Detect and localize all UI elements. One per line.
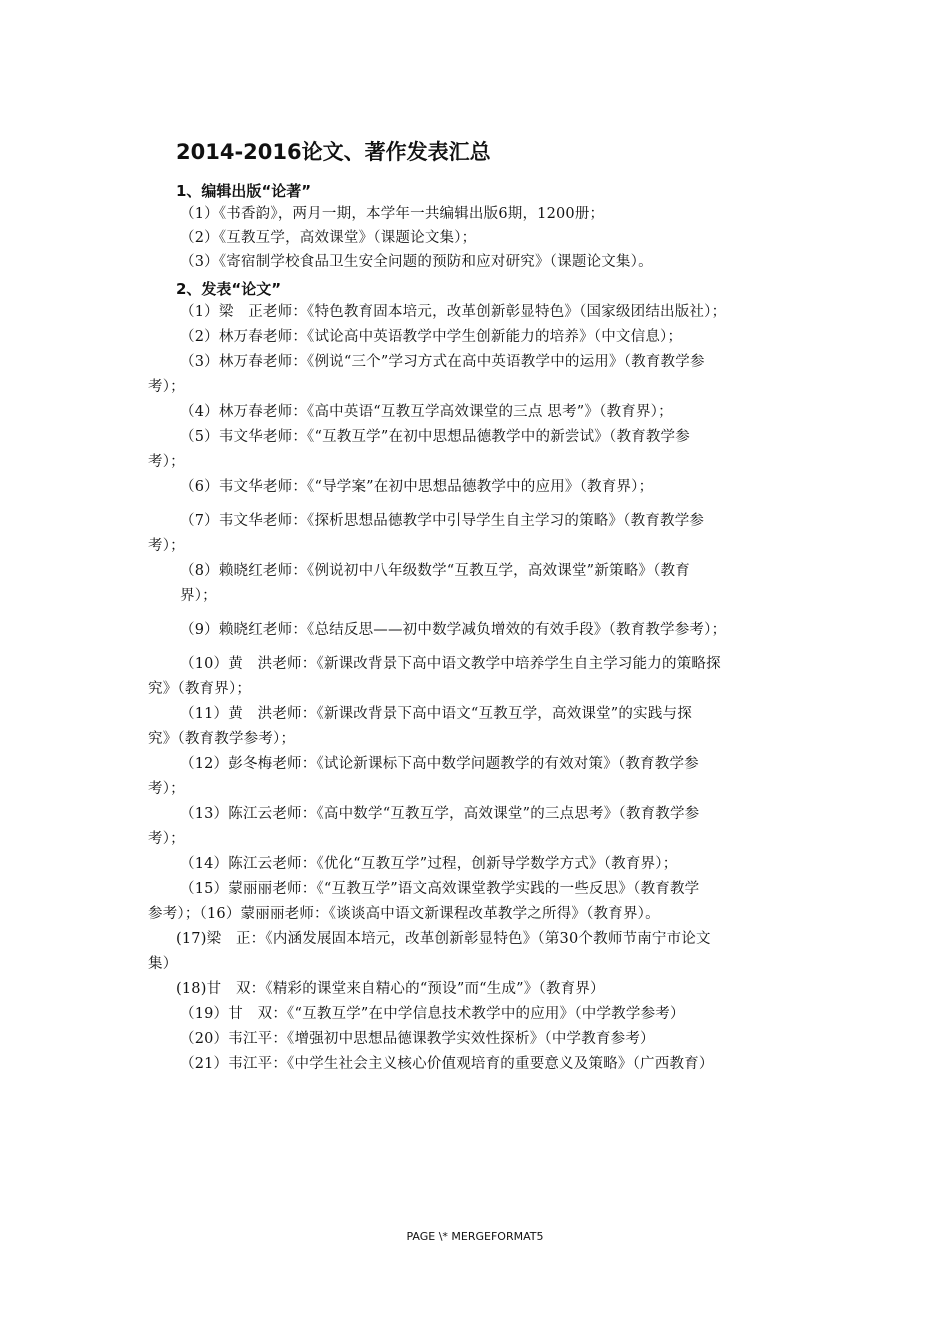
list-item: （3）林万春老师：《例说“三个”学习方式在高中英语教学中的运用》（教育教学参 xyxy=(180,354,705,370)
list-item: （15）蒙丽丽老师：《“互教互学”语文高效课堂教学实践的一些反思》（教育教学 xyxy=(180,881,700,897)
list-item: （7）韦文华老师：《探析思想品德教学中引导学生自主学习的策略》（教育教学参 xyxy=(180,513,705,529)
list-item: （1）《书香韵》，两月一期，本学年一共编辑出版6期，1200册； xyxy=(180,206,605,222)
list-item: (18)甘 双：《精彩的课堂来自精心的“预设”而“生成”》（教育界） xyxy=(176,981,605,997)
list-item: （20）韦江平：《增强初中思想品德课教学实效性探析》（中学教育参考） xyxy=(180,1031,655,1047)
section-heading-publications: 1、编辑出版“论著” xyxy=(176,182,312,200)
list-item-continuation: 考）； xyxy=(148,454,185,470)
list-item: （2）《互教互学，高效课堂》（课题论文集）； xyxy=(180,230,477,246)
list-item-continuation: 界）； xyxy=(180,588,217,604)
list-item-continuation: 参考）；（16）蒙丽丽老师：《谈谈高中语文新课程改革教学之所得》（教育界）。 xyxy=(148,906,660,922)
page-title: 2014-2016论文、著作发表汇总 xyxy=(176,140,491,164)
list-item: （11）黄 洪老师：《新课改背景下高中语文“互教互学，高效课堂”的实践与探 xyxy=(180,706,692,722)
list-item: （14）陈江云老师：《优化“互教互学”过程，创新导学数学方式》（教育界）； xyxy=(180,856,678,872)
list-item: （2）林万春老师：《试论高中英语教学中学生创新能力的培养》（中文信息）； xyxy=(180,329,683,345)
page-footer: PAGE \* MERGEFORMAT5 xyxy=(406,1230,544,1243)
list-item-continuation: 考）； xyxy=(148,781,185,797)
list-item-continuation: 究》（教育教学参考）； xyxy=(148,731,296,747)
list-item: (17)梁 正：《内涵发展固本培元，改革创新彰显特色》（第30个教师节南宁市论文 xyxy=(176,931,711,947)
list-item: （9）赖晓红老师：《总结反思——初中数学减负增效的有效手段》（教育教学参考）； xyxy=(180,622,727,638)
list-item: （1）梁 正老师：《特色教育固本培元，改革创新彰显特色》（国家级团结出版社）； xyxy=(180,304,727,320)
list-item: （12）彭冬梅老师：《试论新课标下高中数学问题教学的有效对策》（教育教学参 xyxy=(180,756,699,772)
list-item-continuation: 考）； xyxy=(148,538,185,554)
list-item: （13）陈江云老师：《高中数学“互教互学，高效课堂”的三点思考》（教育教学参 xyxy=(180,806,700,822)
list-item: （5）韦文华老师：《“互教互学”在初中思想品德教学中的新尝试》（教育教学参 xyxy=(180,429,690,445)
list-item-continuation: 考）； xyxy=(148,379,185,395)
list-item: （6）韦文华老师：《“导学案”在初中思想品德教学中的应用》（教育界）； xyxy=(180,479,654,495)
list-item-continuation: 集） xyxy=(148,956,178,972)
list-item-continuation: 究》（教育界）； xyxy=(148,681,252,697)
list-item: （8）赖晓红老师：《例说初中八年级数学“互教互学，高效课堂”新策略》（教育 xyxy=(180,563,690,579)
list-item: （21）韦江平：《中学生社会主义核心价值观培育的重要意义及策略》（广西教育） xyxy=(180,1056,714,1072)
list-item: （4）林万春老师：《高中英语“互教互学高效课堂的三点 思考”》（教育界）； xyxy=(180,404,673,420)
list-item-continuation: 考）； xyxy=(148,831,185,847)
list-item: （19）甘 双：《“互教互学”在中学信息技术教学中的应用》（中学教学参考） xyxy=(180,1006,685,1022)
list-item: （3）《寄宿制学校食品卫生安全问题的预防和应对研究》（课题论文集）。 xyxy=(180,254,653,270)
section-heading-papers: 2、发表“论文” xyxy=(176,280,282,298)
list-item: （10）黄 洪老师：《新课改背景下高中语文教学中培养学生自主学习能力的策略探 xyxy=(180,656,721,672)
